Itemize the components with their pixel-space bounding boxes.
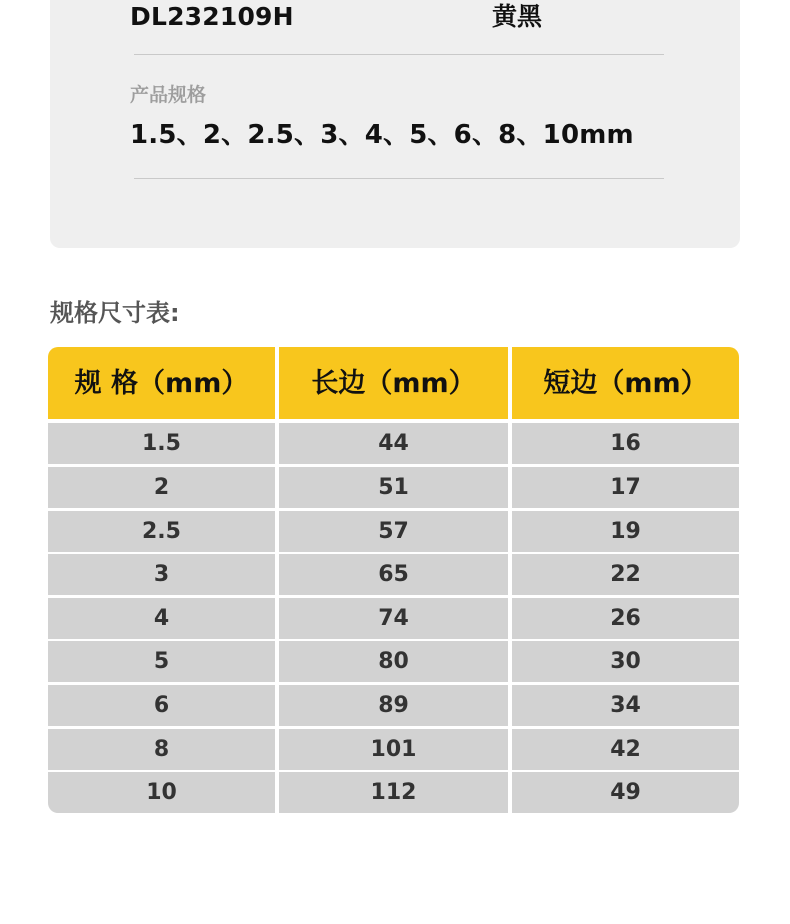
- long-side-cell: 74: [279, 598, 508, 639]
- short-side-cell: 19: [512, 511, 739, 552]
- short-side-cell: 34: [512, 685, 739, 726]
- table-row: [48, 641, 739, 682]
- spec-cell: 2: [48, 467, 275, 508]
- table-row: [48, 772, 739, 813]
- short-side-cell: 49: [512, 772, 739, 813]
- spec-value: 1.5、2、2.5、3、4、5、6、8、10mm: [130, 120, 634, 150]
- header-spec: 规 格（mm）: [48, 347, 275, 419]
- color-value: 黄黑: [492, 2, 543, 31]
- table-header-row: [48, 347, 739, 419]
- short-side-cell: 26: [512, 598, 739, 639]
- short-side-cell: 30: [512, 641, 739, 682]
- model-value: DL232109H: [130, 2, 294, 31]
- spec-cell: 5: [48, 641, 275, 682]
- divider: [134, 54, 664, 55]
- spec-cell: 6: [48, 685, 275, 726]
- table-row: [48, 729, 739, 770]
- header-short-side: 短边（mm）: [512, 347, 739, 419]
- table-row: [48, 511, 739, 552]
- spec-cell: 10: [48, 772, 275, 813]
- table-row: [48, 467, 739, 508]
- size-table-title: 规格尺寸表:: [50, 299, 180, 327]
- spec-label: 产品规格: [130, 84, 207, 106]
- spec-cell: 8: [48, 729, 275, 770]
- short-side-cell: 17: [512, 467, 739, 508]
- spec-cell: 4: [48, 598, 275, 639]
- short-side-cell: 16: [512, 423, 739, 464]
- table-row: [48, 598, 739, 639]
- table-row: [48, 554, 739, 595]
- long-side-cell: 57: [279, 511, 508, 552]
- size-table: [48, 347, 739, 813]
- spec-cell: 2.5: [48, 511, 275, 552]
- long-side-cell: 44: [279, 423, 508, 464]
- long-side-cell: 101: [279, 729, 508, 770]
- long-side-cell: 112: [279, 772, 508, 813]
- short-side-cell: 42: [512, 729, 739, 770]
- header-long-side: 长边（mm）: [279, 347, 508, 419]
- short-side-cell: 22: [512, 554, 739, 595]
- table-row: [48, 685, 739, 726]
- table-row: [48, 423, 739, 464]
- long-side-cell: 51: [279, 467, 508, 508]
- product-info-card: [50, 0, 740, 248]
- spec-cell: 3: [48, 554, 275, 595]
- long-side-cell: 80: [279, 641, 508, 682]
- spec-cell: 1.5: [48, 423, 275, 464]
- long-side-cell: 89: [279, 685, 508, 726]
- divider: [134, 178, 664, 179]
- long-side-cell: 65: [279, 554, 508, 595]
